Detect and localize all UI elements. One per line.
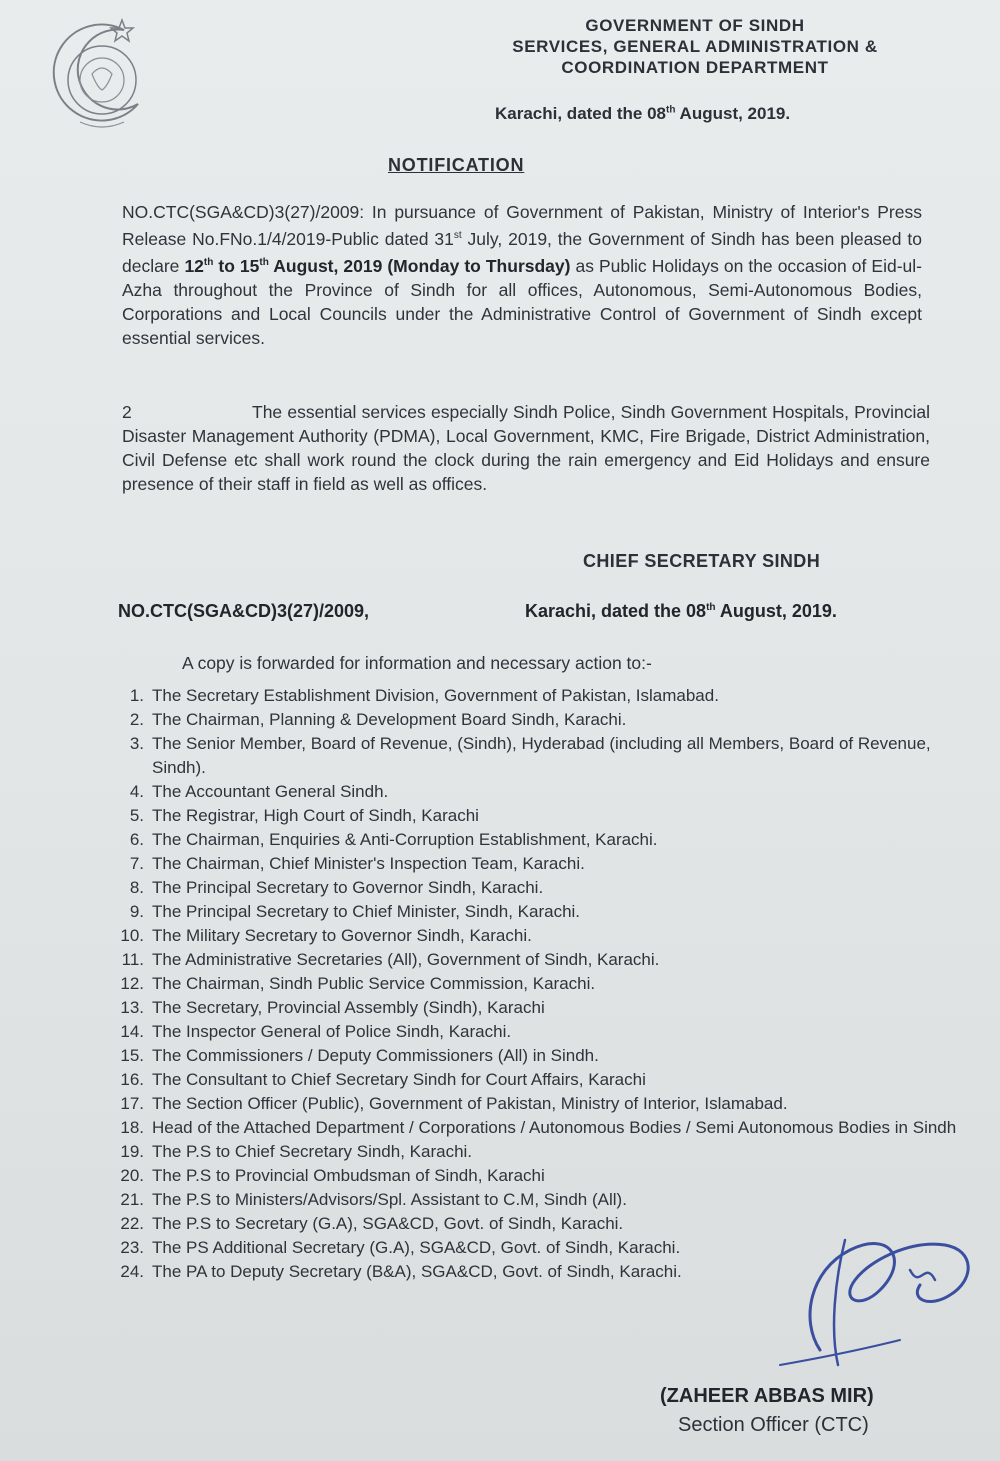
recipient-number: 16. xyxy=(120,1070,144,1089)
recipient-item xyxy=(118,828,978,852)
recipient-number: 6. xyxy=(129,830,144,849)
recipient-item xyxy=(118,1044,978,1068)
recipient-number: 12. xyxy=(120,974,144,993)
forwarding-intro: A copy is forwarded for information and necessary action to:- xyxy=(182,653,652,673)
recipient-item xyxy=(118,1116,978,1140)
recipient-number: 23. xyxy=(120,1238,144,1257)
letterhead xyxy=(430,15,960,78)
recipient-number: 15. xyxy=(120,1046,144,1065)
recipient-number: 19. xyxy=(120,1142,144,1161)
recipient-number: 1. xyxy=(129,686,144,705)
recipient-item xyxy=(118,684,978,708)
recipient-number: 20. xyxy=(120,1166,144,1185)
signer-name: (ZAHEER ABBAS MIR) xyxy=(660,1385,874,1407)
recipient-number: 2. xyxy=(129,710,144,729)
chief-secretary-title: CHIEF SECRETARY SINDH xyxy=(583,551,821,571)
recipient-item xyxy=(118,948,978,972)
signer-role: Section Officer (CTC) xyxy=(678,1414,869,1436)
recipient-item xyxy=(118,1092,978,1116)
recipient-text: The Registrar, High Court of Sindh, Karachi xyxy=(152,806,479,825)
recipient-text: Head of the Attached Department / Corporations / Autonomous Bodies / Semi Autonomous Bodies in Sindh xyxy=(152,1118,957,1137)
government-seal-icon xyxy=(52,12,152,142)
recipient-text: The P.S to Chief Secretary Sindh, Karachi. xyxy=(152,1142,473,1161)
recipient-item xyxy=(118,804,978,828)
recipient-item xyxy=(118,924,978,948)
paragraph-number: 2 xyxy=(122,402,132,422)
recipient-text: The Principal Secretary to Governor Sindh, Karachi. xyxy=(152,878,544,897)
recipient-text: The Principal Secretary to Chief Minister, Sindh, Karachi. xyxy=(152,902,581,921)
issue-date: Karachi, dated the 08th August, 2019. xyxy=(495,104,791,123)
recipient-item xyxy=(118,708,978,732)
reference-number: NO.CTC(SGA&CD)3(27)/2009, xyxy=(118,601,370,621)
recipient-text: The Section Officer (Public), Government of Pakistan, Ministry of Interior, Islamabad. xyxy=(152,1094,788,1113)
recipient-text: The Chairman, Enquiries & Anti-Corruption Establishment, Karachi. xyxy=(152,830,658,849)
recipient-text: The Chairman, Sindh Public Service Commission, Karachi. xyxy=(152,974,596,993)
recipient-number: 21. xyxy=(120,1190,144,1209)
recipient-list xyxy=(118,684,978,1284)
recipient-text: The P.S to Provincial Ombudsman of Sindh, Karachi xyxy=(152,1166,545,1185)
recipient-item xyxy=(118,876,978,900)
recipient-text: The Administrative Secretaries (All), Government of Sindh, Karachi. xyxy=(152,950,660,969)
recipient-item xyxy=(118,732,978,780)
recipient-number: 11. xyxy=(121,950,144,969)
recipient-number: 7. xyxy=(129,854,144,873)
letterhead-line-1: GOVERNMENT OF SINDH xyxy=(585,16,805,35)
recipient-number: 9. xyxy=(129,902,144,921)
recipient-number: 10. xyxy=(120,926,144,945)
recipient-text: The Secretary Establishment Division, Government of Pakistan, Islamabad. xyxy=(152,686,719,705)
recipient-item xyxy=(118,852,978,876)
notification-paragraph-1: NO.CTC(SGA&CD)3(27)/2009: In pursuance of Government of Pakistan, Ministry of Interior's Press Release No.FNo.1/4/2019-Public dated 31st July, 2019, the Government of Sindh has been pleased to declare 12th to 15th August, 2019 (Monday to Thursday) as Public Holidays on the occasion of Eid-ul-Azha throughout the Province of Sindh for all offices, Autonomous, Semi-Autonomous Bodies, Corporations and Local Councils under the Administrative Control of Government of Sindh except essential services. xyxy=(122,202,922,348)
recipient-number: 14. xyxy=(120,1022,144,1041)
notification-paragraph-2: 2 The essential services especially Sindh Police, Sindh Government Hospitals, Provincial Disaster Management Authority (PDMA), Local Government, KMC, Fire Brigade, District Administration, Civil Defense etc shall work round the clock during the rain emergency and Eid Holidays and ensure presence of their staff in field as well as offices. xyxy=(122,402,930,494)
recipient-item xyxy=(118,1164,978,1188)
recipient-number: 24. xyxy=(120,1262,144,1281)
forwarding-date: Karachi, dated the 08th August, 2019. xyxy=(525,601,837,621)
recipient-text: The PS Additional Secretary (G.A), SGA&CD, Govt. of Sindh, Karachi. xyxy=(152,1238,681,1257)
letterhead-line-2: SERVICES, GENERAL ADMINISTRATION & xyxy=(512,37,878,56)
notification-title: NOTIFICATION xyxy=(388,155,525,175)
recipient-item xyxy=(118,780,978,804)
recipient-number: 4. xyxy=(129,782,144,801)
recipient-item xyxy=(118,1140,978,1164)
recipient-text: The Chairman, Chief Minister's Inspection Team, Karachi. xyxy=(152,854,585,873)
recipient-number: 3. xyxy=(129,734,144,753)
recipient-number: 8. xyxy=(129,878,144,897)
signature-icon xyxy=(760,1200,990,1380)
recipient-text: The Chairman, Planning & Development Board Sindh, Karachi. xyxy=(152,710,627,729)
recipient-text: The Accountant General Sindh. xyxy=(152,782,389,801)
recipient-item xyxy=(118,972,978,996)
letterhead-line-3: COORDINATION DEPARTMENT xyxy=(561,58,829,77)
recipient-text: The Secretary, Provincial Assembly (Sindh), Karachi xyxy=(152,998,545,1017)
recipient-text: The Consultant to Chief Secretary Sindh for Court Affairs, Karachi xyxy=(152,1070,646,1089)
recipient-number: 5. xyxy=(129,806,144,825)
recipient-number: 22. xyxy=(120,1214,144,1233)
recipient-text: The Military Secretary to Governor Sindh, Karachi. xyxy=(152,926,532,945)
recipient-text: The Commissioners / Deputy Commissioners (All) in Sindh. xyxy=(152,1046,599,1065)
recipient-number: 13. xyxy=(120,998,144,1017)
recipient-text: The Inspector General of Police Sindh, Karachi. xyxy=(152,1022,512,1041)
recipient-item xyxy=(118,1068,978,1092)
recipient-item xyxy=(118,996,978,1020)
recipient-number: 18. xyxy=(120,1118,144,1137)
recipient-text: The Senior Member, Board of Revenue, (Sindh), Hyderabad (including all Members, Board of Revenue, Sindh). xyxy=(152,734,931,777)
recipient-text: The PA to Deputy Secretary (B&A), SGA&CD, Govt. of Sindh, Karachi. xyxy=(152,1262,682,1281)
recipient-item xyxy=(118,1020,978,1044)
recipient-text: The P.S to Ministers/Advisors/Spl. Assistant to C.M, Sindh (All). xyxy=(152,1190,627,1209)
recipient-text: The P.S to Secretary (G.A), SGA&CD, Govt. of Sindh, Karachi. xyxy=(152,1214,624,1233)
recipient-number: 17. xyxy=(120,1094,144,1113)
recipient-item xyxy=(118,900,978,924)
